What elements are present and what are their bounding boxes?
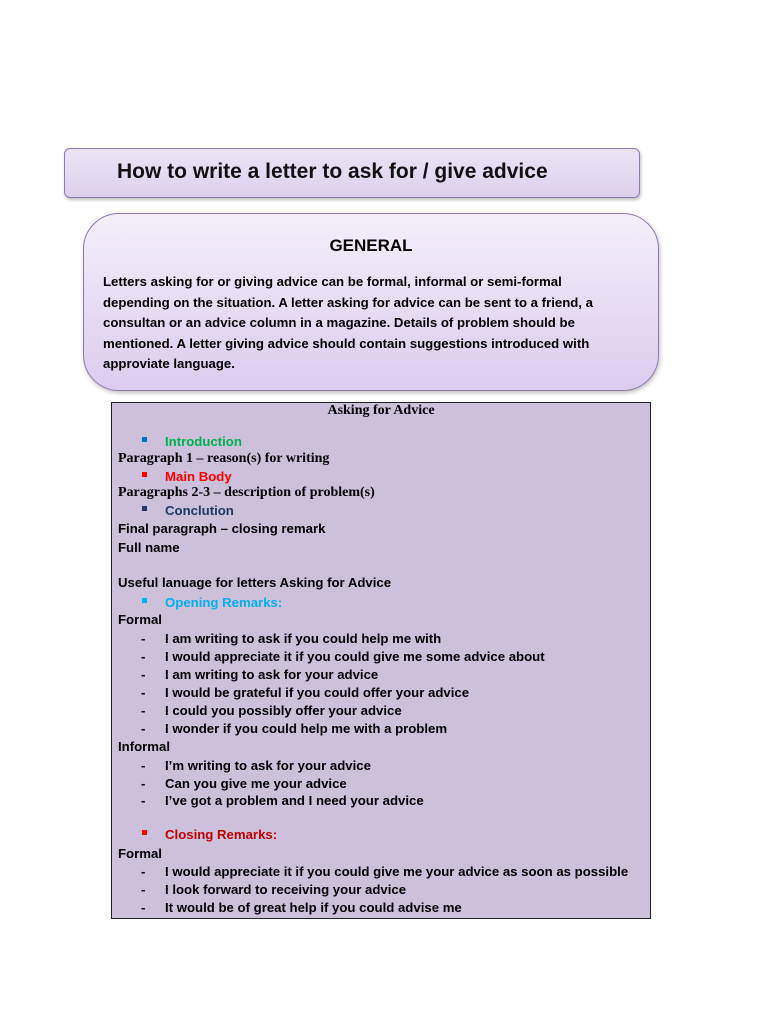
dash-icon: - bbox=[141, 882, 146, 897]
dash-icon: - bbox=[141, 864, 146, 879]
closing-remarks-item bbox=[142, 827, 277, 842]
phrase-item bbox=[141, 793, 424, 808]
formal-label: Formal bbox=[118, 612, 162, 627]
phrase-text: I am writing to ask for your advice bbox=[165, 667, 379, 682]
phrase-text: Can you give me your advice bbox=[165, 776, 347, 791]
phrase-text: I’m writing to ask for your advice bbox=[165, 758, 371, 773]
phrase-text: I would be grateful if you could offer your advice bbox=[165, 685, 470, 700]
general-line: depending on the situation. A letter asking for advice can be sent to a friend, a bbox=[103, 294, 593, 310]
title-box bbox=[64, 148, 640, 198]
phrase-item bbox=[141, 900, 462, 915]
paragraphs-2-3-text: Paragraphs 2-3 – description of problem(s) bbox=[118, 485, 375, 500]
square-bullet-icon bbox=[142, 506, 147, 511]
informal-label: Informal bbox=[118, 739, 171, 754]
main-body-item bbox=[142, 469, 232, 484]
closing-remarks-label: Closing Remarks: bbox=[165, 827, 278, 842]
square-bullet-icon bbox=[142, 830, 147, 835]
page-title: How to write a letter to ask for / give advice bbox=[117, 160, 548, 183]
opening-remarks-item bbox=[142, 595, 282, 610]
general-line: Letters asking for or giving advice can be formal, informal or semi-formal bbox=[103, 274, 562, 289]
phrase-item bbox=[141, 649, 545, 664]
phrase-text: It would be of great help if you could advise me bbox=[165, 900, 462, 915]
phrase-text: I could you possibly offer your advice bbox=[165, 703, 402, 718]
square-bullet-icon bbox=[142, 598, 147, 603]
phrase-item bbox=[141, 685, 469, 700]
phrase-item bbox=[141, 703, 402, 718]
phrase-item bbox=[141, 667, 378, 682]
phrase-item bbox=[141, 721, 447, 736]
conclution-item bbox=[142, 503, 234, 518]
dash-icon: - bbox=[141, 649, 146, 664]
general-body bbox=[103, 272, 623, 375]
general-box bbox=[83, 213, 659, 391]
general-heading: GENERAL bbox=[329, 236, 413, 255]
dash-icon: - bbox=[141, 631, 146, 646]
dash-icon: - bbox=[141, 721, 146, 736]
phrase-text: I would appreciate it if you could give me some advice about bbox=[165, 649, 545, 664]
introduction-label: Introduction bbox=[165, 434, 242, 449]
phrase-text: I am writing to ask if you could help me with bbox=[165, 631, 442, 646]
phrase-item bbox=[141, 758, 371, 773]
dash-icon: - bbox=[141, 776, 146, 791]
general-line: mentioned. A letter giving advice should contain suggestions introduced with bbox=[103, 335, 590, 351]
dash-icon: - bbox=[141, 900, 146, 915]
section-heading: Asking for Advice bbox=[327, 403, 435, 418]
asking-for-advice-box bbox=[111, 402, 651, 919]
main-body-label: Main Body bbox=[165, 469, 232, 484]
dash-icon: - bbox=[141, 685, 146, 700]
phrase-text: I would appreciate it if you could give me your advice as soon as possible bbox=[165, 864, 629, 879]
phrase-item bbox=[141, 882, 406, 897]
phrase-item bbox=[141, 776, 347, 791]
final-paragraph-text: Final paragraph – closing remark bbox=[118, 521, 326, 536]
general-line: approviate language. bbox=[103, 356, 235, 371]
phrase-text: I’ve got a problem and I need your advice bbox=[165, 793, 424, 808]
dash-icon: - bbox=[141, 793, 146, 808]
phrase-text: I wonder if you could help me with a problem bbox=[165, 721, 448, 736]
dash-icon: - bbox=[141, 667, 146, 682]
paragraph-1-text: Paragraph 1 – reason(s) for writing bbox=[118, 451, 330, 466]
dash-icon: - bbox=[141, 703, 146, 718]
phrase-item bbox=[141, 864, 628, 879]
phrase-item bbox=[141, 631, 441, 646]
useful-language-heading: Useful lanuage for letters Asking for Advice bbox=[118, 575, 392, 590]
square-bullet-icon bbox=[142, 437, 147, 442]
general-line: consultan or an advice column in a magazine. Details of problem should be bbox=[103, 315, 575, 330]
closing-formal-label: Formal bbox=[118, 846, 162, 861]
dash-icon: - bbox=[141, 758, 146, 773]
full-name-text: Full name bbox=[118, 540, 180, 555]
conclution-label: Conclution bbox=[165, 503, 234, 518]
phrase-text: I look forward to receiving your advice bbox=[165, 882, 407, 897]
introduction-item bbox=[142, 434, 242, 449]
opening-remarks-label: Opening Remarks: bbox=[165, 595, 283, 610]
square-bullet-icon bbox=[142, 472, 147, 477]
